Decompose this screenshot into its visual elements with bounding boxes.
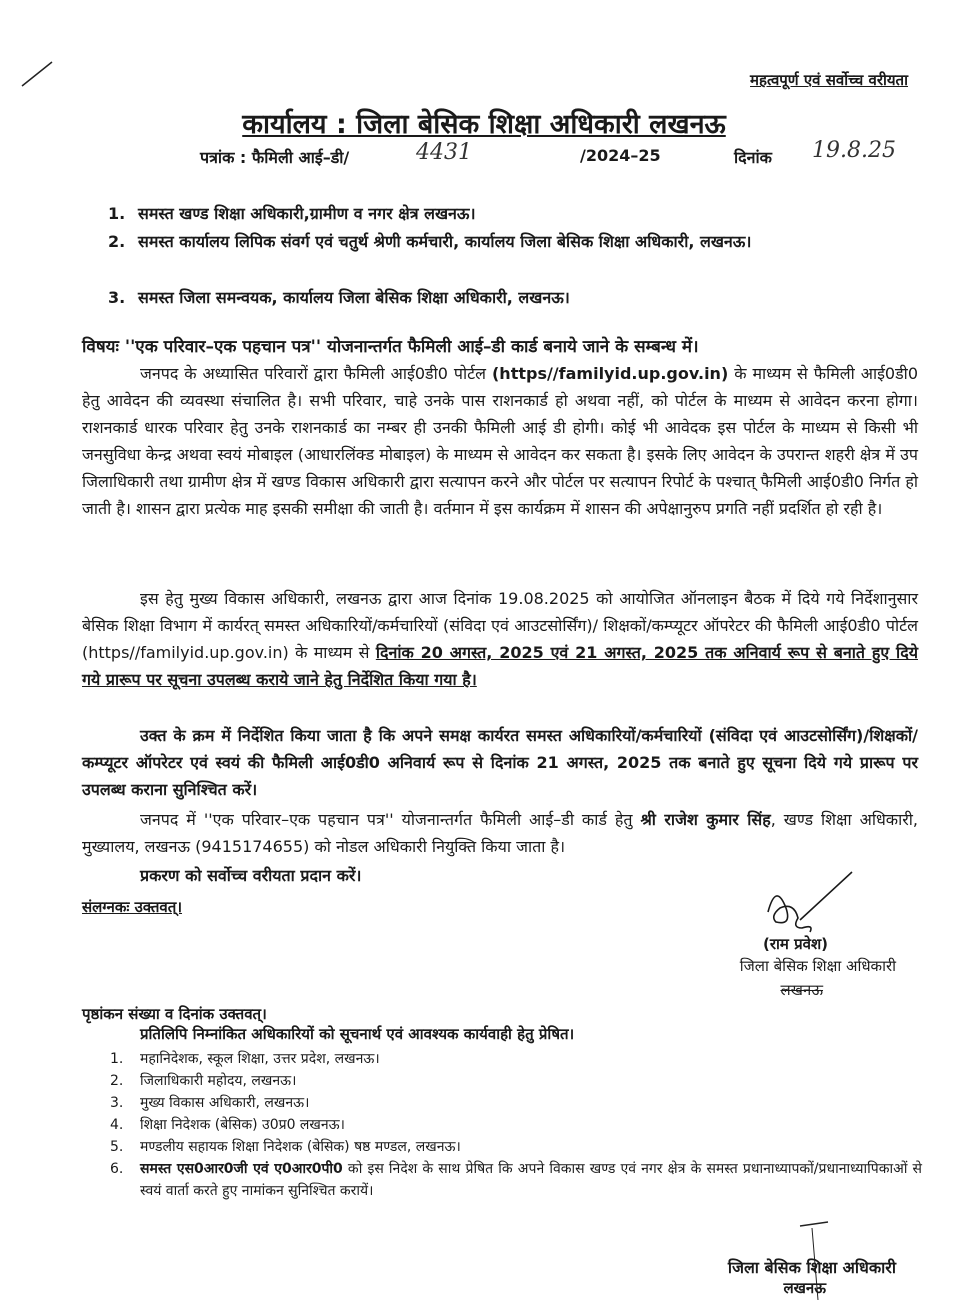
ref-number-handwritten: 4431 [416, 140, 472, 165]
copy-item-text: मण्डलीय सहायक शिक्षा निदेशक (बेसिक) षष्ठ मण्डल, लखनऊ। [140, 1139, 461, 1155]
copy-intro: प्रतिलिपि निम्नांकित अधिकारियों को सूचनार्थ एवं आवश्यक कार्यवाही हेतु प्रेषित। [140, 1025, 575, 1043]
subject-line: विषयः ''एक परिवार–एक पहचान पत्र'' योजनान्तर्गत फैमिली आई–डी कार्ड बनाये जाने के सम्बन्ध में। [82, 337, 699, 357]
footer-pen-stroke [800, 1222, 828, 1226]
addressee-item [108, 284, 928, 312]
copy-item-number: 3. [110, 1095, 124, 1111]
copy-item-bold: समस्त एस0आर0जी एवं ए0आर0पी0 [140, 1161, 343, 1177]
date-handwritten: 19.8.25 [812, 138, 896, 163]
addressee-text: समस्त कार्यालय लिपिक संवर्ग एवं चतुर्थ श्रेणी कर्मचारी, कार्यालय जिला बेसिक शिक्षा अधिकारी, लखनऊ। [138, 232, 752, 251]
signatory-title: जिला बेसिक शिक्षा अधिकारी [739, 957, 896, 975]
addressee-number: 3. [108, 288, 126, 307]
body-paragraph-3: उक्त के क्रम में निर्देशित किया जाता है कि अपने समक्ष कार्यरत समस्त अधिकारियों/कर्मचारियों (संविदा एवं आउटसोर्सिंग)/शिक्षकों/कम्प्यूटर ऑपरेटर एवं स्वयं की फैमिली आई0डी0 अनिवार्य रूप से दिनांक 21 अगस्त, 2025 तक बनाते हुए सूचना दिये गये प्रारूप पर उपलब्ध कराना सुनिश्चित करें। [82, 726, 918, 799]
copy-list-item [110, 1048, 922, 1070]
copy-list [110, 1048, 922, 1202]
ref-prefix: पत्रांक : फैमिली आई–डी/ [200, 148, 350, 167]
p2-deadline-underlined: दिनांक 20 अगस्त, 2025 एवं 21 अगस्त, 2025 तक अनिवार्य रूप से बनाते हुए दिये गये प्रारूप पर सूचना उपलब्ध कराये जाने हेतु निर्देशित किया गया है। [82, 643, 918, 689]
copy-list-item [110, 1092, 922, 1114]
p1-text-a: जनपद के अध्यासित परिवारों द्वारा फैमिली आई0डी0 पोर्टल [140, 364, 492, 383]
signatory-name: (राम प्रवेश) [763, 935, 828, 953]
p1-text-b: के माध्यम से फैमिली आई0डी0 हेतु आवेदन की व्यवस्था संचालित है। सभी परिवार, चाहे उनके पास राशनकार्ड हो अथवा नहीं, को पोर्टल के माध्यम से आवेदन करना होगा। राशनकार्ड धारक परिवार हेतु उनके राशनकार्ड का नम्बर ही उनकी फैमिली आई डी होगी। कोई भी आवेदक इस पोर्टल के माध्यम से किसी भी जनसुविधा केन्द्र अथवा स्वयं मोबाइल (आधारलिंक्ड मोबाइल) के माध्यम से आवेदन कर सकता है। इसके लिए आवेदन के उपरान्त शहरी क्षेत्र में उप जिलाधिकारी तथा ग्रामीण क्षेत्र में खण्ड विकास अधिकारी द्वारा सत्यापन करने और पोर्टल पर सत्यापन रिपोर्ट के पश्चात् फैमिली आई0डी0 निर्गत हो जाती है। शासन द्वारा प्रत्येक माह इसकी समीक्षा की जाती है। वर्तमान में इस कार्यक्रम में शासन की अपेक्षानुरुप प्रगति नहीं प्रदर्शित हो रही है। [82, 364, 918, 518]
copy-list-item [110, 1136, 922, 1158]
copy-item-text: मुख्य विकास अधिकारी, लखनऊ। [140, 1095, 310, 1111]
copy-item-text: महानिदेशक, स्कूल शिक्षा, उत्तर प्रदेश, लखनऊ। [140, 1051, 380, 1067]
signatory-place: लखनऊ [780, 981, 823, 999]
portal-url: (https//familyid.up.gov.in) [491, 364, 729, 383]
copy-item-text: शिक्षा निदेशक (बेसिक) उ0प्र0 लखनऊ। [140, 1117, 345, 1133]
enclosure-note: संलग्नकः उक्तवत्। [82, 898, 183, 916]
corner-pen-stroke [22, 62, 52, 86]
copy-item-text: जिलाधिकारी महोदय, लखनऊ। [140, 1073, 297, 1089]
office-heading: कार्यालय : जिला बेसिक शिक्षा अधिकारी लखनऊ [242, 109, 726, 140]
addressee-text: समस्त खण्ड शिक्षा अधिकारी,ग्रामीण व नगर क्षेत्र लखनऊ। [138, 204, 476, 223]
body-paragraph-1 [82, 360, 918, 522]
body-paragraph-5: प्रकरण को सर्वोच्च वरीयता प्रदान करें। [140, 866, 362, 885]
endorsement-line: पृष्ठांकन संख्या व दिनांक उक्तवत्। [82, 1005, 267, 1023]
copy-item-text-wrap [140, 1158, 922, 1202]
copy-item-number: 6. [110, 1161, 124, 1177]
copy-item-number: 2. [110, 1073, 124, 1089]
addressee-number: 2. [108, 232, 126, 251]
date-label: दिनांक [734, 148, 772, 167]
body-paragraph-4 [82, 806, 918, 860]
addressee-number: 1. [108, 204, 126, 223]
priority-note: महत्वपूर्ण एवं सर्वोच्च वरीयता [750, 71, 908, 89]
copy-item-text: को इस निदेश के साथ प्रेषित कि अपने विकास खण्ड एवं नगर क्षेत्र के समस्त प्रधानाध्यापकों/प्रधानाध्यापिकाओं से स्वयं वार्ता करते हुए नामांकन सुनिश्चित करायें। [140, 1161, 922, 1199]
p2-text-a: इस हेतु मुख्य विकास अधिकारी, लखनऊ द्वारा आज दिनांक 19.08.2025 को आयोजित ऑनलाइन बैठक में दिये गये निर्देशानुसार बेसिक शिक्षा विभाग में कार्यरत् समस्त अधिकारियों/कर्मचारियों (संविदा एवं आउटसोर्सिंग)/ शिक्षकों/कम्प्यूटर ऑपरेटर की फैमिली आई0डी0 पोर्टल (https//familyid.up.gov.in) के माध्यम से [82, 589, 918, 662]
copy-list-item [110, 1158, 922, 1202]
footer-signatory-title: जिला बेसिक शिक्षा अधिकारी [727, 1258, 896, 1277]
addressee-text: समस्त जिला समन्वयक, कार्यालय जिला बेसिक शिक्षा अधिकारी, लखनऊ। [138, 288, 570, 307]
copy-list-item [110, 1070, 922, 1092]
p4-text-b: , खण्ड शिक्षा अधिकारी, मुख्यालय, लखनऊ (9415174655) को नोडल अधिकारी नियुक्ति किया जाता है। [82, 810, 919, 856]
footer-signatory-place: लखनऊ [783, 1279, 826, 1297]
copy-list-item [110, 1114, 922, 1136]
copy-item-number: 4. [110, 1117, 124, 1133]
copy-item-number: 5. [110, 1139, 124, 1155]
nodal-officer-name: श्री राजेश कुमार सिंह [640, 810, 771, 829]
copy-item-number: 1. [110, 1051, 124, 1067]
p4-text-a: जनपद में ''एक परिवार–एक पहचान पत्र'' योजनान्तर्गत फैमिली आई–डी कार्ड हेतु [140, 810, 641, 829]
body-paragraph-2 [82, 585, 918, 693]
ref-year: /2024–25 [580, 146, 661, 165]
addressee-item [108, 200, 928, 228]
addressee-item [108, 228, 928, 256]
